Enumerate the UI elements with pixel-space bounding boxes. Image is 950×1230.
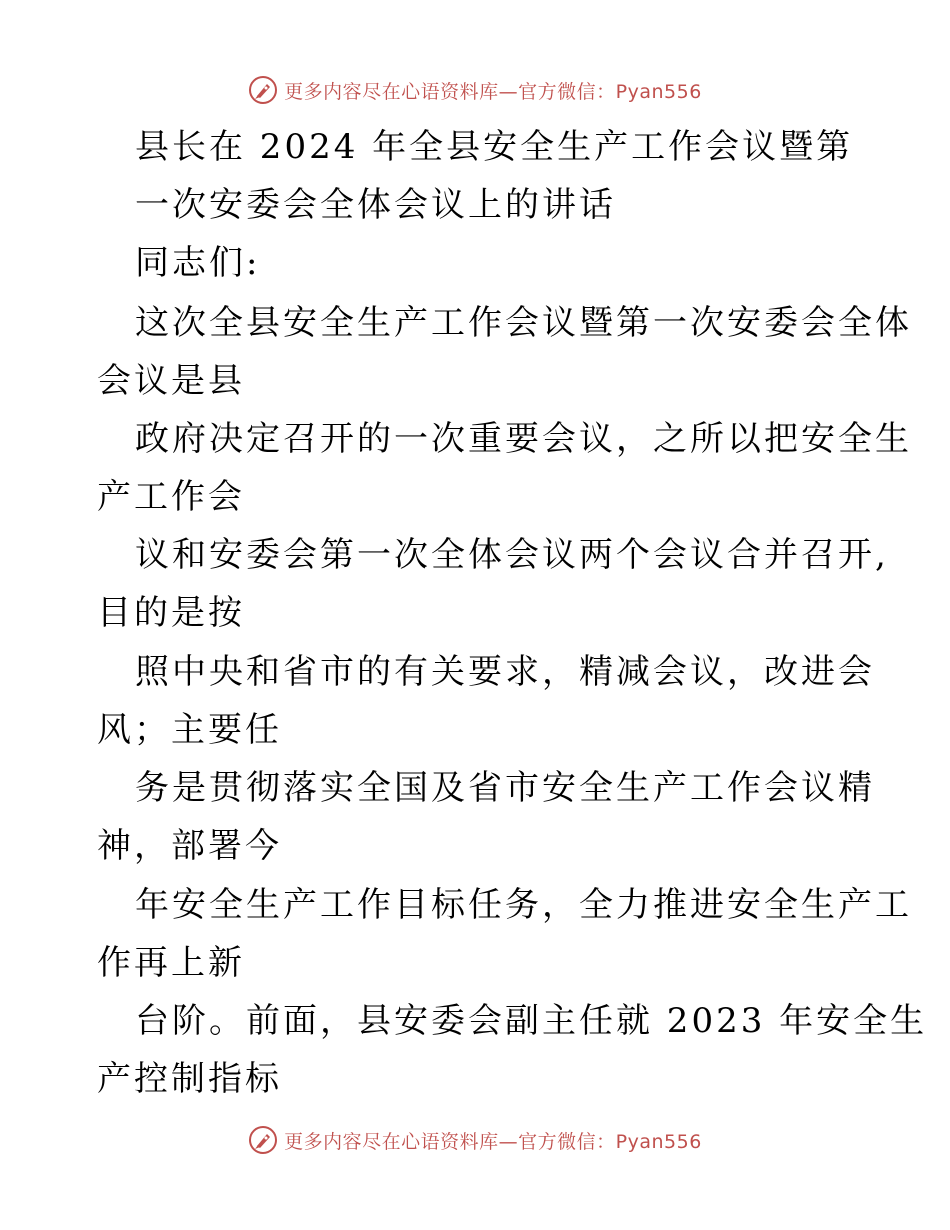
paragraph-line: 目的是按 xyxy=(97,593,245,633)
paragraph-line: 神，部署今 xyxy=(97,826,282,866)
paragraph-line: 务是贯彻落实全国及省市安全生产工作会议精 xyxy=(135,768,875,808)
paragraph-line: 会议是县 xyxy=(97,361,245,401)
footer-banner-text: 更多内容尽在心语资料库—官方微信：Pyan556 xyxy=(284,1130,702,1153)
header-banner-text: 更多内容尽在心语资料库—官方微信：Pyan556 xyxy=(284,80,702,103)
paragraph-line: 这次全县安全生产工作会议暨第一次安委会全体 xyxy=(135,303,912,343)
paragraph-line: 议和安委会第一次全体会议两个会议合并召开, xyxy=(135,535,889,575)
paragraph-line: 产工作会 xyxy=(97,477,245,517)
salutation: 同志们: xyxy=(135,243,261,283)
document-title-line-2: 一次安委会全体会议上的讲话 xyxy=(135,185,616,225)
paragraph-line: 照中央和省市的有关要求，精减会议，改进会 xyxy=(135,652,875,692)
paragraph-line: 政府决定召开的一次重要会议，之所以把安全生 xyxy=(135,419,912,459)
pen-nib-logo-icon xyxy=(248,75,278,105)
paragraph-line: 作再上新 xyxy=(97,943,245,983)
footer-banner xyxy=(0,1120,950,1160)
paragraph-line: 风；主要任 xyxy=(97,710,282,750)
header-banner xyxy=(0,70,950,110)
paragraph-line: 年安全生产工作目标任务，全力推进安全生产工 xyxy=(135,885,912,925)
paragraph-line: 产控制指标 xyxy=(97,1059,282,1099)
document-title-line-1: 县长在 2024 年全县安全生产工作会议暨第 xyxy=(135,127,854,167)
pen-nib-logo-icon xyxy=(248,1125,278,1155)
paragraph-line: 台阶。前面，县安委会副主任就 2023 年安全生 xyxy=(135,1001,928,1041)
